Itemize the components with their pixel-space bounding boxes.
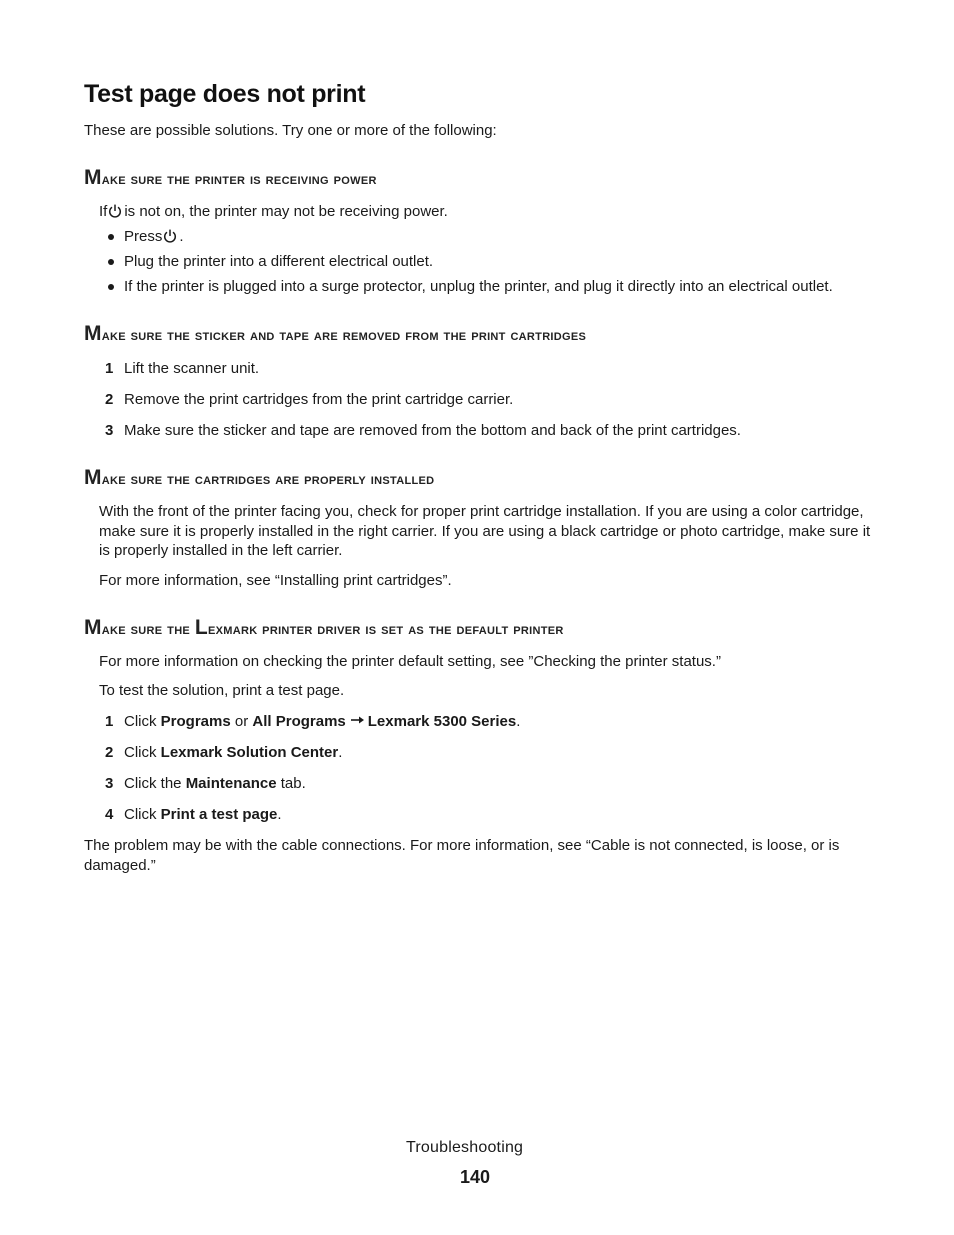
intro-text: These are possible solutions. Try one or more of the following:: [84, 122, 497, 139]
heading-initial: M: [84, 322, 102, 345]
step-plain: Click: [124, 806, 161, 823]
bullet-dot: [108, 284, 114, 290]
heading-text: ake sure the printer is receiving power: [101, 171, 377, 188]
step-text: [124, 713, 520, 730]
section-heading-sticker: [84, 322, 586, 346]
test-solution-text: To test the solution, print a test page.: [99, 682, 345, 699]
bullet-text-end: .: [179, 228, 184, 245]
heading-initial: M: [84, 466, 102, 489]
section-heading-power: [84, 166, 377, 190]
bullet-item: [124, 228, 184, 245]
power-lead-text: [99, 203, 448, 220]
menu-programs: Programs: [160, 713, 231, 730]
bullet-dot: [108, 259, 114, 265]
section-heading-driver: [84, 616, 564, 640]
bullet-item: Plug the printer into a different electrical outlet.: [124, 253, 434, 270]
step-text: [124, 806, 282, 823]
step-plain: Click the: [124, 775, 186, 792]
heading-initial-2: L: [194, 616, 208, 639]
menu-all-programs: All Programs: [252, 713, 346, 730]
page-number: 140: [460, 1167, 491, 1187]
power-icon: [163, 229, 177, 243]
step-number: 2: [105, 744, 114, 761]
step-plain: tab.: [276, 775, 306, 792]
tab-maintenance-label: Maintenance: [185, 775, 277, 792]
heading-initial: M: [84, 166, 102, 189]
step-text: [124, 744, 342, 761]
menu-lexmark-series: Lexmark 5300 Series: [367, 713, 517, 730]
heading-text: ake sure the cartridges are properly installed: [101, 471, 435, 488]
heading-text-2: exmark printer driver is set as the default printer: [207, 621, 564, 638]
step-text: Remove the print cartridges from the print cartridge carrier.: [124, 391, 514, 408]
menu-solution-center: Lexmark Solution Center: [160, 744, 339, 761]
power-icon: [108, 204, 122, 218]
footer-section-label: Troubleshooting: [406, 1139, 524, 1156]
step-plain: .: [338, 744, 343, 761]
step-plain: Click: [124, 713, 161, 730]
step-text: Make sure the sticker and tape are removed from the bottom and back of the print cartridges.: [124, 422, 741, 439]
more-info-text: For more information, see “Installing print cartridges”.: [99, 572, 452, 589]
page-title: Test page does not print: [84, 80, 366, 108]
bullet-dot: [108, 234, 114, 240]
cartridge-paragraph: With the front of the printer facing you, check for proper print cartridge installation. If you are using a color cartridge, make sure it is properly installed in the right carrier. If you are using a black cartridge or photo cartridge, make sure it is properly installed in the left carrier.: [99, 503, 871, 559]
bullet-item: If the printer is plugged into a surge protector, unplug the printer, and plug it directly into an electrical outlet.: [124, 278, 833, 295]
step-plain: .: [516, 713, 521, 730]
step-text: Lift the scanner unit.: [124, 360, 260, 377]
step-text: [124, 775, 306, 792]
step-plain: Click: [124, 744, 161, 761]
closing-paragraph: The problem may be with the cable connections. For more information, see “Cable is not connected, is loose, or is damaged.”: [84, 837, 840, 874]
print-test-page-label: Print a test page: [160, 806, 278, 823]
heading-text: ake sure the: [101, 621, 195, 638]
step-plain: or: [230, 713, 253, 730]
arrow-right-icon: [351, 715, 365, 725]
bullet-text: Press: [124, 228, 163, 245]
heading-initial: M: [84, 616, 102, 639]
step-number: 4: [105, 806, 114, 823]
step-plain: .: [277, 806, 282, 823]
step-number: 1: [105, 713, 114, 730]
lead-before: If: [99, 203, 108, 220]
step-number: 2: [105, 391, 114, 408]
lead-after: is not on, the printer may not be receiving power.: [124, 203, 448, 220]
step-number: 3: [105, 422, 114, 439]
section-heading-cartridges: [84, 466, 434, 490]
heading-text: ake sure the sticker and tape are removed from the print cartridges: [101, 327, 587, 344]
step-number: 1: [105, 360, 114, 377]
step-number: 3: [105, 775, 114, 792]
driver-info-text: For more information on checking the printer default setting, see ”Checking the printer status.”: [99, 653, 721, 670]
